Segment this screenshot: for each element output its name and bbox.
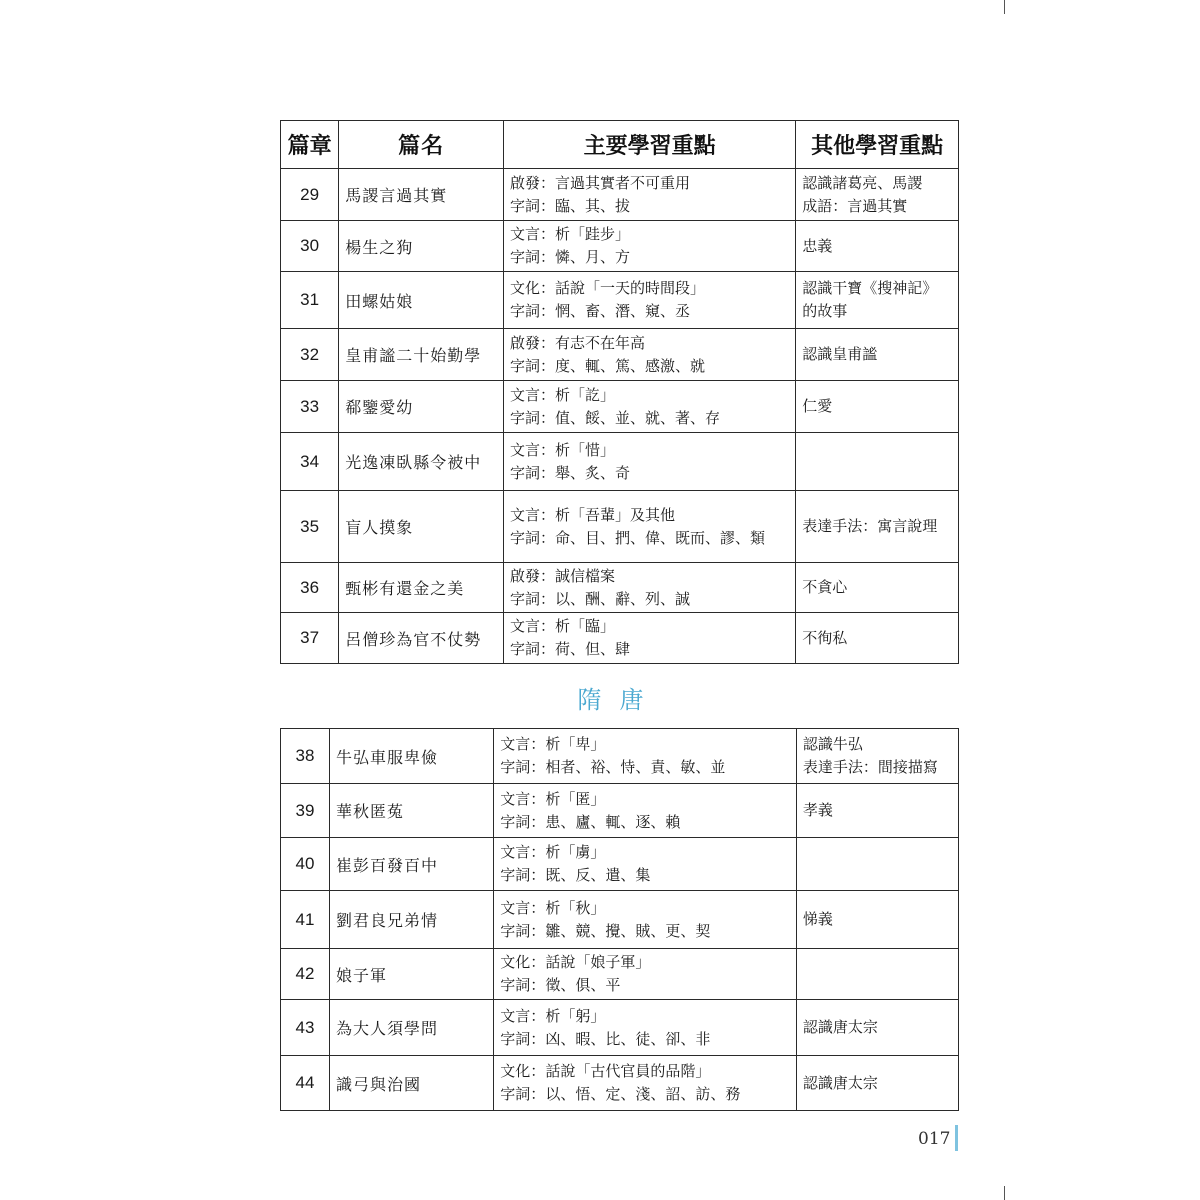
focus-label: 字詞： [500, 1085, 546, 1103]
chapter-number: 42 [281, 949, 330, 1000]
table-row [281, 949, 959, 1000]
focus-value: 徵、俱、平 [545, 976, 621, 994]
table-row [281, 1000, 959, 1056]
focus-line [510, 223, 789, 246]
table-row [281, 491, 959, 563]
chapter-number: 40 [281, 838, 330, 891]
other-focus-cell [796, 613, 959, 664]
focus-value: 析「匿」 [545, 789, 606, 808]
focus-label: 字詞： [509, 463, 555, 482]
focus-label: 字詞： [500, 866, 546, 884]
page-number: 017 [918, 1129, 951, 1149]
focus-line [510, 384, 789, 407]
chapter-title: 呂僧珍為官不仗勢 [339, 613, 504, 664]
table-row [281, 329, 959, 381]
header-title: 篇名 [339, 121, 504, 169]
chapter-number: 29 [281, 169, 339, 221]
focus-label: 啟發： [509, 566, 555, 585]
main-focus-cell [503, 491, 795, 563]
focus-line [500, 864, 790, 887]
focus-line [510, 407, 789, 430]
other-focus-line: 表達手法：寓言說理 [802, 517, 938, 535]
table-row [281, 381, 959, 433]
focus-value: 析「卑」 [545, 735, 606, 753]
focus-label: 文言： [500, 789, 546, 808]
focus-value: 以、悟、定、淺、詔、訪、務 [545, 1085, 741, 1103]
table-row [281, 433, 959, 491]
main-focus-cell [494, 1056, 797, 1111]
main-focus-cell [503, 169, 795, 221]
focus-value: 以、酬、辭、列、誠 [554, 589, 690, 608]
focus-line [500, 897, 790, 920]
focus-value: 言過其實者不可重用 [554, 173, 690, 192]
focus-line [510, 277, 789, 300]
chapter-number: 43 [281, 1000, 330, 1056]
other-focus-cell [796, 838, 958, 891]
chapter-title: 識弓與治國 [329, 1056, 493, 1111]
focus-value: 析「躬」 [545, 1006, 606, 1025]
focus-line [500, 1060, 790, 1083]
main-focus-cell [494, 1000, 797, 1056]
table-header-row [281, 121, 959, 169]
crop-mark-top [1004, 0, 1005, 14]
focus-value: 析「虜」 [545, 843, 606, 861]
focus-line [500, 1005, 790, 1028]
other-focus-line: 認識干寶《搜神記》 [802, 279, 938, 297]
focus-line [510, 565, 789, 588]
focus-line [510, 462, 789, 485]
focus-value: 析「臨」 [554, 617, 615, 635]
focus-value: 析「惜」 [554, 440, 615, 459]
main-focus-cell [503, 563, 795, 613]
focus-label: 文言： [509, 225, 555, 243]
focus-line [510, 246, 789, 269]
other-focus-line: 悌義 [802, 910, 833, 928]
other-focus-line: 表達手法：間接描寫 [802, 758, 938, 776]
chapter-title: 為大人須學問 [329, 1000, 493, 1056]
focus-label: 文言： [509, 440, 555, 459]
chapter-number: 35 [281, 491, 339, 563]
other-focus-line: 忠義 [802, 236, 833, 255]
main-focus-cell [503, 272, 795, 329]
chapter-title: 娘子軍 [329, 949, 493, 1000]
other-focus-line: 不徇私 [802, 628, 848, 647]
focus-line [500, 733, 790, 756]
chapter-number: 37 [281, 613, 339, 664]
focus-value: 惘、畜、潛、窺、丞 [554, 302, 690, 320]
chapter-title: 甄彬有還金之美 [339, 563, 504, 613]
focus-label: 啟發： [509, 333, 555, 352]
focus-label: 字詞： [509, 528, 555, 547]
chapter-number: 36 [281, 563, 339, 613]
focus-line [500, 1083, 790, 1106]
focus-line [510, 638, 789, 661]
chapter-number: 38 [281, 729, 330, 784]
focus-line [500, 920, 790, 943]
section-heading-sui-tang: 隋唐 [577, 686, 662, 714]
table-row [281, 891, 959, 949]
focus-value: 析「吾輩」及其他 [554, 505, 675, 524]
focus-label: 字詞： [500, 758, 546, 776]
table-body-2 [281, 729, 959, 1111]
focus-label: 文言： [500, 843, 546, 861]
focus-value: 話說「一天的時間段」 [554, 279, 705, 297]
table-row [281, 272, 959, 329]
focus-value: 凶、暇、比、徒、卻、非 [545, 1029, 711, 1048]
other-focus-line: 認識唐太宗 [802, 1073, 878, 1092]
other-focus-cell [796, 272, 959, 329]
header-chapter: 篇章 [281, 121, 339, 169]
other-focus-line: 認識唐太宗 [802, 1018, 878, 1036]
chapter-title: 馬謖言過其實 [339, 169, 504, 221]
focus-line [510, 504, 789, 527]
focus-line [500, 788, 790, 811]
focus-line [500, 756, 790, 779]
other-focus-line: 認識皇甫謐 [802, 345, 878, 363]
focus-label: 字詞： [509, 408, 555, 427]
lesson-table-1 [280, 120, 959, 664]
chapter-number: 34 [281, 433, 339, 491]
header-other-focus: 其他學習重點 [796, 121, 959, 169]
focus-label: 字詞： [509, 640, 555, 658]
chapter-title: 崔彭百發百中 [329, 838, 493, 891]
focus-label: 文言： [500, 1006, 546, 1025]
focus-line [510, 527, 789, 550]
other-focus-cell [796, 729, 958, 784]
table-row [281, 1056, 959, 1111]
focus-line [510, 172, 789, 195]
focus-value: 舉、炙、奇 [554, 463, 630, 482]
main-focus-cell [494, 891, 797, 949]
focus-value: 值、餒、並、就、著、存 [554, 408, 720, 427]
other-focus-cell [796, 433, 959, 491]
focus-line [500, 841, 790, 864]
main-focus-cell [494, 949, 797, 1000]
other-focus-cell [796, 563, 959, 613]
other-focus-cell [796, 1000, 958, 1056]
table-row [281, 838, 959, 891]
other-focus-cell [796, 221, 959, 272]
focus-line [510, 588, 789, 611]
other-focus-line: 不貪心 [802, 578, 848, 596]
focus-label: 字詞： [509, 589, 555, 608]
focus-label: 字詞： [509, 302, 555, 320]
focus-line [510, 195, 789, 218]
other-focus-line: 成語：言過其實 [802, 196, 908, 215]
focus-line [510, 615, 789, 638]
focus-value: 話說「娘子軍」 [545, 953, 651, 971]
focus-value: 患、廬、輒、逐、賴 [545, 812, 681, 831]
focus-label: 文化： [509, 279, 555, 297]
main-focus-cell [503, 221, 795, 272]
chapter-title: 楊生之狗 [339, 221, 504, 272]
chapter-title: 皇甫謐二十始勤學 [339, 329, 504, 381]
main-focus-cell [494, 784, 797, 838]
focus-value: 荷、但、肆 [554, 640, 630, 658]
focus-label: 字詞： [500, 921, 546, 940]
other-focus-cell [796, 949, 958, 1000]
focus-value: 話說「古代官員的品階」 [545, 1062, 711, 1080]
chapter-title: 牛弘車服卑儉 [329, 729, 493, 784]
other-focus-line: 的故事 [802, 302, 848, 320]
focus-label: 啟發： [509, 173, 555, 192]
header-main-focus: 主要學習重點 [503, 121, 795, 169]
other-focus-cell [796, 1056, 958, 1111]
other-focus-cell [796, 381, 959, 433]
focus-label: 文言： [500, 898, 546, 917]
focus-value: 誠信檔案 [554, 566, 615, 585]
focus-value: 命、目、捫、偉、既而、謬、類 [554, 528, 765, 547]
other-focus-line: 仁愛 [802, 397, 833, 415]
focus-line [500, 951, 790, 974]
focus-label: 字詞： [509, 196, 555, 215]
other-focus-cell [796, 329, 959, 381]
focus-value: 析「訖」 [554, 385, 615, 404]
focus-value: 相者、裕、恃、責、敏、並 [545, 758, 726, 776]
other-focus-cell [796, 784, 958, 838]
other-focus-cell [796, 891, 958, 949]
focus-label: 字詞： [500, 1029, 546, 1048]
main-focus-cell [503, 329, 795, 381]
other-focus-line: 認識諸葛亮、馬謖 [802, 173, 923, 192]
focus-value: 度、輒、篤、感激、就 [554, 356, 705, 375]
other-focus-cell [796, 491, 959, 563]
focus-label: 文言： [509, 617, 555, 635]
chapter-title: 劉君良兄弟情 [329, 891, 493, 949]
table-row [281, 221, 959, 272]
focus-value: 析「跬步」 [554, 225, 630, 243]
focus-line [510, 300, 789, 323]
chapter-title: 郗鑒愛幼 [339, 381, 504, 433]
other-focus-line: 孝義 [802, 801, 833, 819]
page-number-bar [955, 1125, 958, 1151]
main-focus-cell [503, 433, 795, 491]
focus-label: 文言： [500, 735, 546, 753]
focus-label: 文言： [509, 385, 555, 404]
focus-value: 析「秋」 [545, 898, 606, 917]
focus-value: 憐、月、方 [554, 248, 630, 266]
chapter-title: 光逸凍臥縣令被中 [339, 433, 504, 491]
chapter-title: 華秋匿菟 [329, 784, 493, 838]
lesson-table-2 [280, 728, 959, 1111]
focus-value: 有志不在年高 [554, 333, 645, 352]
other-focus-cell [796, 169, 959, 221]
chapter-number: 39 [281, 784, 330, 838]
table-body-1 [281, 169, 959, 664]
focus-label: 文化： [500, 1062, 546, 1080]
main-focus-cell [494, 838, 797, 891]
focus-line [500, 1028, 790, 1051]
chapter-title: 田螺姑娘 [339, 272, 504, 329]
chapter-number: 33 [281, 381, 339, 433]
focus-label: 文化： [500, 953, 546, 971]
main-focus-cell [503, 613, 795, 664]
chapter-number: 44 [281, 1056, 330, 1111]
focus-value: 雛、競、攪、賊、更、契 [545, 921, 711, 940]
other-focus-line: 認識牛弘 [802, 735, 863, 753]
table-row [281, 613, 959, 664]
main-focus-cell [494, 729, 797, 784]
focus-label: 字詞： [500, 812, 546, 831]
chapter-number: 32 [281, 329, 339, 381]
chapter-number: 31 [281, 272, 339, 329]
focus-label: 文言： [509, 505, 555, 524]
focus-line [510, 355, 789, 378]
chapter-number: 41 [281, 891, 330, 949]
focus-line [510, 332, 789, 355]
table-row [281, 563, 959, 613]
chapter-number: 30 [281, 221, 339, 272]
focus-line [510, 439, 789, 462]
main-focus-cell [503, 381, 795, 433]
table-row [281, 784, 959, 838]
table-row [281, 169, 959, 221]
focus-label: 字詞： [509, 356, 555, 375]
focus-line [500, 974, 790, 997]
crop-mark-bottom [1004, 1186, 1005, 1200]
focus-label: 字詞： [500, 976, 546, 994]
table-row [281, 729, 959, 784]
focus-value: 臨、其、拔 [554, 196, 630, 215]
focus-label: 字詞： [509, 248, 555, 266]
focus-line [500, 811, 790, 834]
focus-value: 既、反、遣、集 [545, 866, 651, 884]
chapter-title: 盲人摸象 [339, 491, 504, 563]
